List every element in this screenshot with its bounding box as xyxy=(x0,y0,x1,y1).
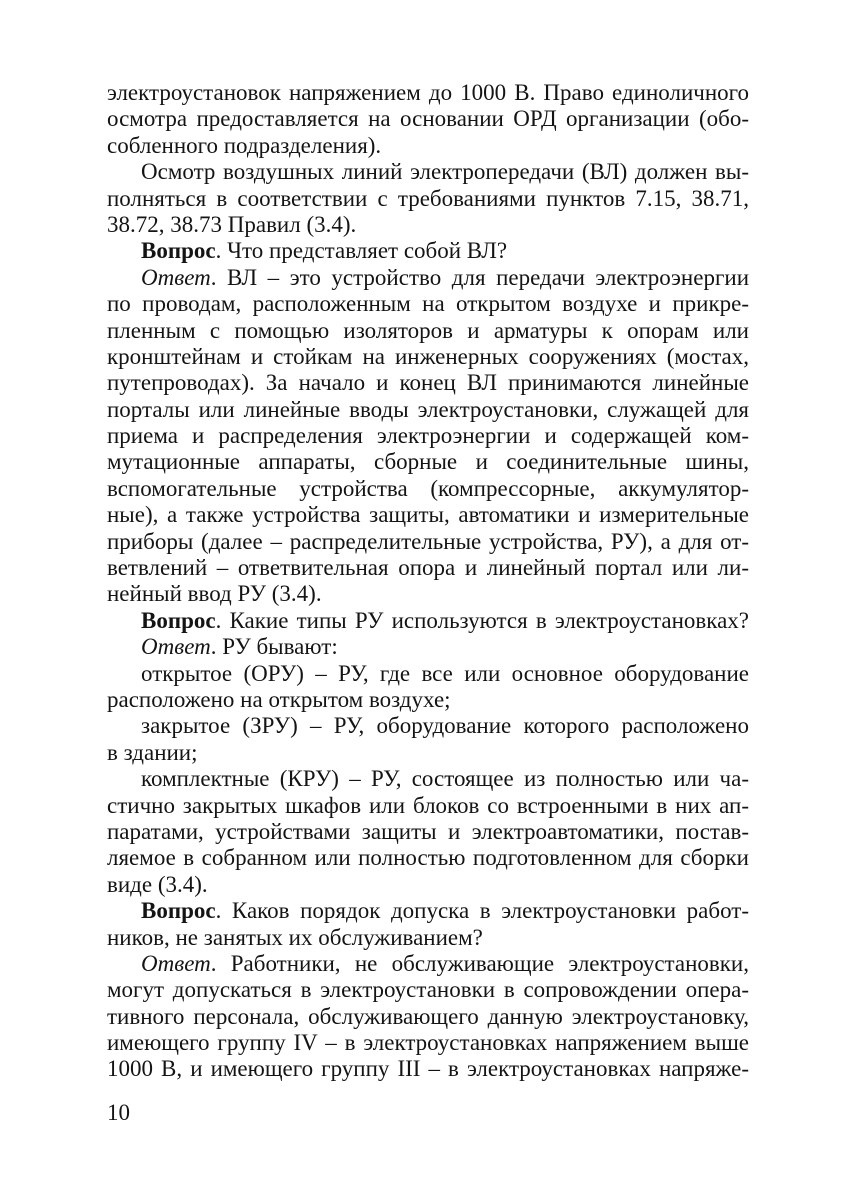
text-line: в здании; xyxy=(107,739,198,765)
text-line: вспомогательные устройства (компрессорные, аккумулятор- xyxy=(107,475,749,501)
question-label: Вопрос xyxy=(141,898,216,924)
question-text: . Какие типы РУ используются в электроустановках? xyxy=(215,607,749,633)
text-line: приборы (далее – распределительные устройства, РУ), а для от- xyxy=(107,528,749,554)
question-label: Вопрос xyxy=(141,238,216,264)
text-line: расположено на открытом воздухе; xyxy=(107,686,451,712)
text-line: Осмотр воздушных линий электропередачи (ВЛ) должен вы- xyxy=(141,159,749,185)
text-line: открытое (ОРУ) – РУ, где все или основное оборудование xyxy=(141,660,749,686)
question-text: . Каков порядок допуска в электроустановки работ- xyxy=(215,898,749,924)
text-line: приема и распределения электроэнергии и содержащей ком- xyxy=(107,423,749,449)
text-line: закрытое (ЗРУ) – РУ, оборудование которого расположено xyxy=(141,713,749,739)
text-line: ляемое в собранном или полностью подготовленном для сборки xyxy=(107,845,749,871)
question-line xyxy=(107,608,749,634)
answer-text: . Работники, не обслуживающие электроустановки, xyxy=(210,950,749,976)
answer-line xyxy=(107,951,749,977)
text-line: 1000 В, и имеющего группу III – в электроустановках напряже- xyxy=(107,1056,749,1082)
answer-label: Ответ xyxy=(141,634,211,660)
text-line: 38.72, 38.73 Правил (3.4). xyxy=(107,211,357,237)
text-line: комплектные (КРУ) – РУ, состоящее из полностью или ча- xyxy=(141,766,749,792)
question-line xyxy=(107,238,749,264)
text-line: пленным с помощью изоляторов и арматуры к опорам или xyxy=(107,317,749,343)
text-line: электроустановок напряжением до 1000 В. Право единоличного xyxy=(107,80,749,105)
text-line: осмотра предоставляется на основании ОРД организации (обо- xyxy=(107,106,749,132)
text-line: ные), а также устройства защиты, автоматики и измерительные xyxy=(107,502,749,528)
text-line: имеющего группу IV – в электроустановках напряжением выше xyxy=(107,1030,749,1056)
question-label: Вопрос xyxy=(141,607,216,633)
answer-line xyxy=(107,634,749,660)
question-line xyxy=(107,898,749,924)
text-line: по проводам, расположенным на открытом воздухе и прикре- xyxy=(107,291,749,317)
text-line: паратами, устройствами защиты и электроавтоматики, постав- xyxy=(107,818,749,844)
text-line: нейный ввод РУ (3.4). xyxy=(107,581,322,607)
text-line: ветвлений – ответвительная опора и линейный портал или ли- xyxy=(107,555,749,581)
text-line: собленного подразделения). xyxy=(107,132,382,158)
page-number: 10 xyxy=(107,1100,130,1125)
text-line: кронштейнам и стойкам на инженерных сооружениях (мостах, xyxy=(107,343,749,369)
answer-text: . РУ бывают: xyxy=(210,634,338,660)
text-line: тивного персонала, обслуживающего данную электроустановку, xyxy=(107,1003,749,1029)
answer-label: Ответ xyxy=(141,264,211,290)
text-line: мутационные аппараты, сборные и соединительные шины, xyxy=(107,449,749,475)
answer-label: Ответ xyxy=(141,950,211,976)
text-line: могут допускаться в электроустановки в сопровождении опера- xyxy=(107,977,749,1003)
text-line: виде (3.4). xyxy=(107,871,208,897)
page-text xyxy=(107,80,749,1083)
question-text: . Что представляет собой ВЛ? xyxy=(215,238,508,264)
text-line: полняться в соответствии с требованиями пунктов 7.15, 38.71, xyxy=(107,185,749,211)
text-line: порталы или линейные вводы электроустановки, служащей для xyxy=(107,396,749,422)
text-line: стично закрытых шкафов или блоков со встроенными в них ап- xyxy=(107,792,749,818)
text-line: путепроводах). За начало и конец ВЛ принимаются линейные xyxy=(107,370,749,396)
text-line: ников, не занятых их обслуживанием? xyxy=(107,924,483,950)
answer-text: . ВЛ – это устройство для передачи электроэнергии xyxy=(210,264,749,290)
answer-line xyxy=(107,265,749,291)
